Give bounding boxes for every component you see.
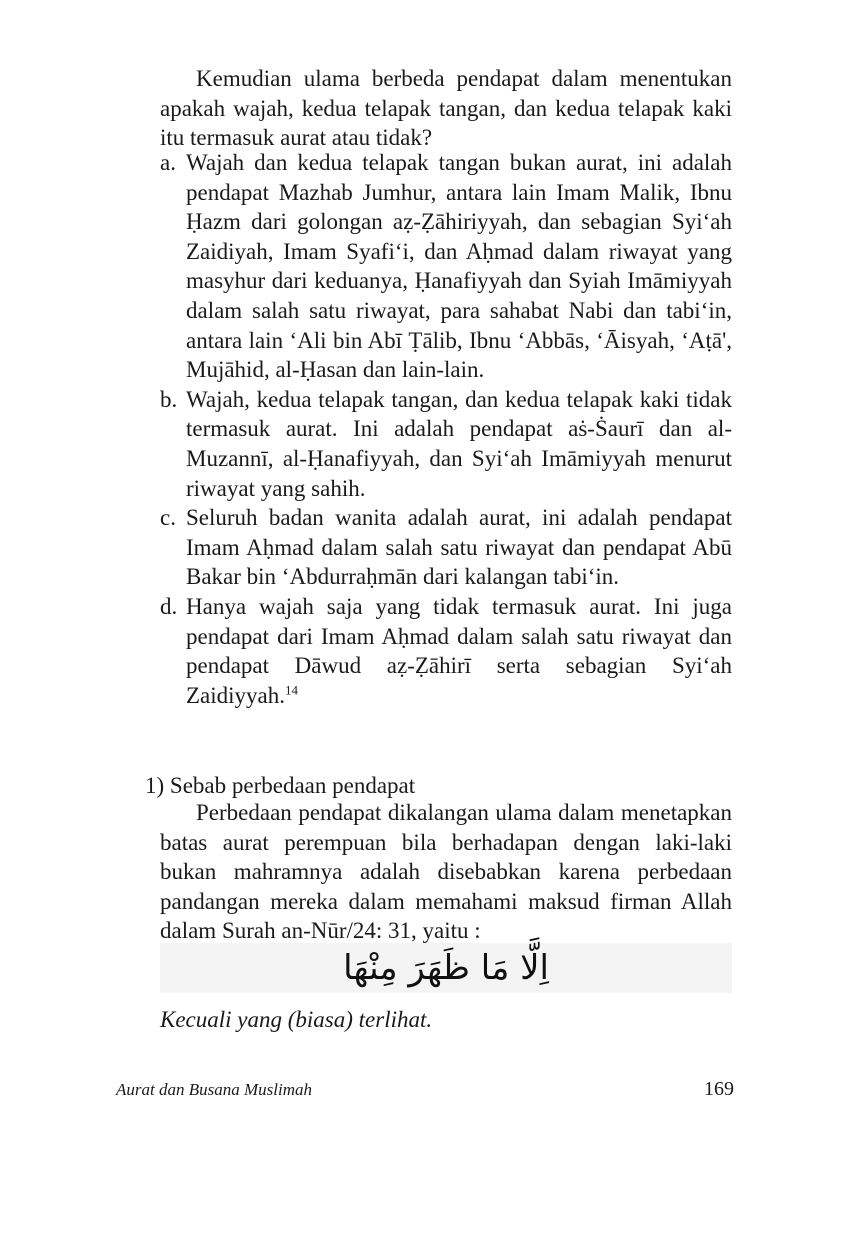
footnote-reference[interactable]: 14	[285, 682, 298, 698]
list-item	[160, 592, 732, 710]
list-item-text: Wajah dan kedua telapak tangan bukan aurat, ini adalah pendapat Mazhab Jumhur, antara lain Imam Malik, Ibnu Ḥazm dari golongan aẓ-Ẓāhiriyyah, dan sebagian Syi‘ah Zaidiyah, Imam Syafi‘i, dan Aḥmad dalam riwayat yang masyhur dari keduanya, Ḥanafiyyah dan Syiah Imāmiyyah dalam salah satu riwayat, para sahabat Nabi dan tabi‘in, antara lain ‘Ali bin Abī Ṭālib, Ibnu ‘Abbās, ‘Āisyah, ‘Aṭā', Mujāhid, al-Ḥasan dan lain-lain.	[186, 150, 732, 383]
arabic-verse: اِلَّا مَا ظَهَرَ مِنْهَا	[160, 943, 732, 993]
running-footer-title: Aurat dan Busana Muslimah	[116, 1080, 312, 1099]
list-marker: d.	[160, 593, 178, 619]
intro-paragraph: Kemudian ulama berbeda pendapat dalam menentukan apakah wajah, kedua telapak tangan, dan kedua telapak kaki itu termasuk aurat atau tidak?	[160, 66, 732, 151]
opinion-list	[160, 148, 732, 710]
section-paragraph: Perbedaan pendapat dikalangan ulama dalam menetapkan batas aurat perempuan bila berhadapan dengan laki-laki bukan mahramnya adalah disebabkan karena perbedaan pandangan mereka dalam memahami maksud firman Allah dalam Surah an-Nūr/24: 31, yaitu :	[160, 800, 732, 944]
list-item	[160, 385, 732, 503]
list-marker: b.	[160, 386, 178, 412]
list-item-text: Hanya wajah saja yang tidak termasuk aurat. Ini juga pendapat dari Imam Aḥmad dalam salah satu riwayat dan pendapat Dāwud aẓ-Ẓāhirī serta sebagian Syi‘ah Zaidiyyah.	[186, 593, 732, 708]
list-item	[160, 503, 732, 592]
list-marker: c.	[160, 505, 176, 531]
list-item-text: Seluruh badan wanita adalah aurat, ini adalah pendapat Imam Aḥmad dalam salah satu riwayat dan pendapat Abū Bakar bin ‘Abdurraḥmān dari kalangan tabi‘in.	[186, 505, 732, 590]
page-number: 169	[704, 1078, 734, 1100]
list-item	[160, 148, 732, 385]
list-item-text: Wajah, kedua telapak tangan, dan kedua telapak kaki tidak termasuk aurat. Ini adalah pendapat aṡ-Ṡaurī dan al-Muzannī, al-Ḥanafiyyah, dan Syi‘ah Imāmiyyah menurut riwayat yang sahih.	[186, 386, 732, 501]
verse-translation: Kecuali yang (biasa) terlihat.	[160, 1007, 433, 1032]
section-heading: 1) Sebab perbedaan pendapat	[145, 773, 416, 798]
list-marker: a.	[160, 150, 176, 175]
